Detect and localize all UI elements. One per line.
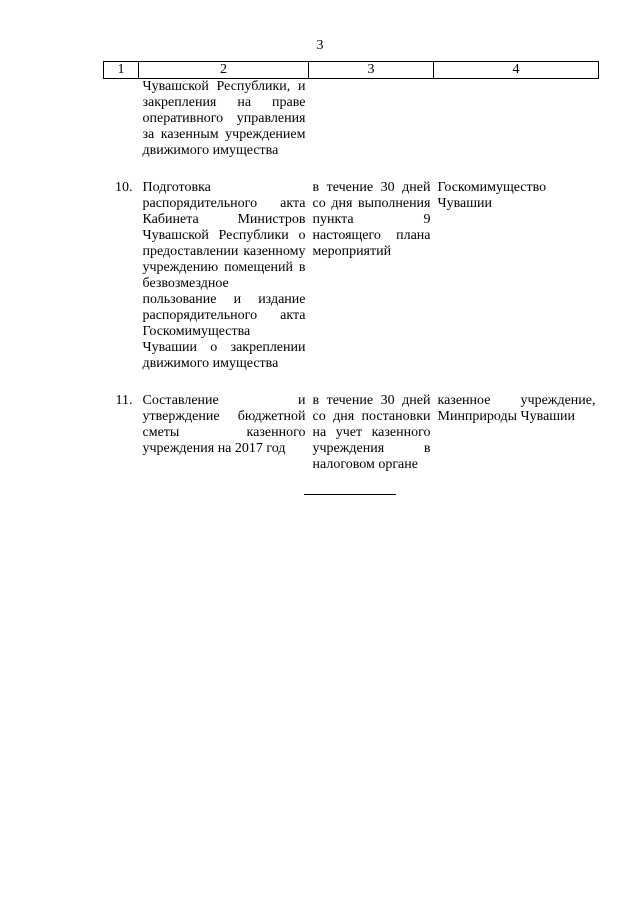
table-row: [104, 79, 599, 181]
row-action: Составление и утверждение бюджетной сметы казенного учреждения на 2017 год: [142, 393, 306, 456]
table-body: [104, 79, 599, 474]
table-row: [104, 393, 599, 473]
table-row: [104, 180, 599, 393]
row-term: в течение 30 дней со дня выполнения пункта 9 настоящего плана мероприятий: [312, 180, 431, 259]
end-separator-line: [304, 494, 396, 495]
table-header: [104, 62, 599, 79]
header-col-3: 3: [309, 62, 434, 79]
header-row: [104, 62, 599, 79]
row-executor: Госкомимущество Чувашии: [437, 180, 547, 211]
activities-table: [103, 61, 599, 473]
header-col-1: 1: [104, 62, 139, 79]
row-number: [104, 79, 139, 181]
row-number: 11.: [115, 393, 133, 408]
row-executor: [434, 79, 599, 181]
row-action: Чувашской Республики, и закрепления на праве оперативного управления за казенным учреждением движимого имущества: [142, 79, 306, 158]
row-term: в течение 30 дней со дня постановки на учет казенного учреждения в налоговом органе: [312, 393, 431, 472]
row-action: Подготовка распорядительного акта Кабинета Министров Чувашской Республики о предоставлении казенному учреждению помещений в безвозмездное пользование и издание распорядительного акта Госкомимущества Чувашии о закреплении движимого имущества: [142, 180, 306, 371]
header-col-4: 4: [434, 62, 599, 79]
header-col-2: 2: [139, 62, 309, 79]
row-number: 10.: [115, 180, 133, 195]
row-term: [309, 79, 434, 181]
row-executor: казенное учреждение, Минприроды Чувашии: [437, 393, 596, 424]
page-number: 3: [316, 38, 324, 53]
